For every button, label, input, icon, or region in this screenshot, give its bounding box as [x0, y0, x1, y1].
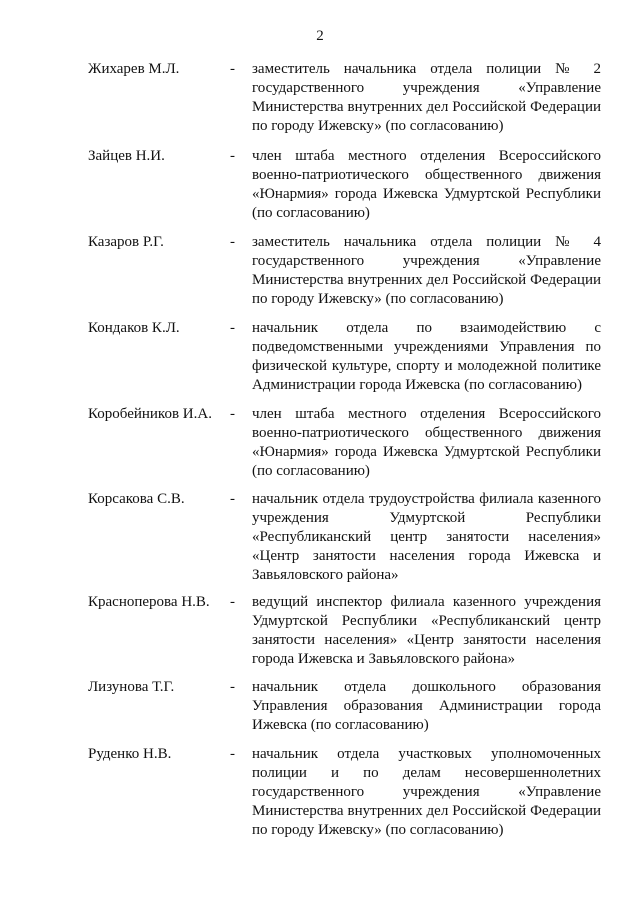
member-description [252, 233, 601, 309]
description-line: полиции и по делам несовершеннолетних [252, 765, 601, 781]
member-dash: - [230, 61, 235, 77]
member-dash: - [230, 491, 235, 507]
member-description [252, 745, 601, 840]
member-description [252, 593, 601, 669]
description-line: по городу Ижевску» (по согласованию) [252, 291, 504, 307]
description-line: ведущий инспектор филиала казенного учреждения [252, 594, 601, 610]
member-description [252, 319, 601, 395]
description-line: начальник отдела по взаимодействию с [252, 320, 601, 336]
member-dash: - [230, 406, 235, 422]
description-line: начальник отдела дошкольного образования [252, 679, 601, 695]
description-line: военно-патриотического общественного движения [252, 167, 601, 183]
member-dash: - [230, 234, 235, 250]
member-name: Лизунова Т.Г. [88, 679, 175, 695]
member-name: Руденко Н.В. [88, 746, 172, 762]
description-line: (по согласованию) [252, 463, 370, 479]
description-line: занятости населения» «Центр занятости населения [252, 632, 601, 648]
member-dash: - [230, 148, 235, 164]
description-line: Ижевска (по согласованию) [252, 717, 429, 733]
description-line: города Ижевска и Завьяловского района» [252, 651, 515, 667]
description-line: начальник отдела участковых уполномоченных [252, 746, 601, 762]
description-line: физической культуре, спорту и молодежной политике [252, 358, 601, 374]
member-dash: - [230, 320, 235, 336]
description-line: государственного учреждения «Управление [252, 784, 601, 800]
member-dash: - [230, 679, 235, 695]
description-line: по городу Ижевску» (по согласованию) [252, 822, 504, 838]
description-line: Управления образования Администрации города [252, 698, 601, 714]
description-line: «Юнармия» города Ижевска Удмуртской Республики [252, 444, 601, 460]
description-line: Администрации города Ижевска (по согласованию) [252, 377, 583, 393]
description-line: заместитель начальника отдела полиции № 4 [252, 234, 601, 250]
description-line: член штаба местного отделения Всероссийского [252, 148, 601, 164]
member-description [252, 147, 601, 223]
member-dash: - [230, 746, 235, 762]
member-name: Кондаков К.Л. [88, 320, 180, 336]
description-line: «Республиканский центр занятости населения» [252, 529, 601, 545]
description-line: начальник отдела трудоустройства филиала казенного [252, 491, 601, 507]
page-number: 2 [316, 28, 324, 44]
member-name: Казаров Р.Г. [88, 234, 164, 250]
member-name: Корсакова С.В. [88, 491, 185, 507]
description-line: Завьяловского района» [252, 567, 399, 583]
description-line: (по согласованию) [252, 205, 370, 221]
description-line: по городу Ижевску» (по согласованию) [252, 118, 504, 134]
description-line: государственного учреждения «Управление [252, 253, 601, 269]
member-name: Зайцев Н.И. [88, 148, 165, 164]
member-description [252, 60, 601, 136]
member-description [252, 405, 601, 481]
member-description [252, 490, 601, 585]
description-line: государственного учреждения «Управление [252, 80, 601, 96]
description-line: Министерства внутренних дел Российской Федерации [252, 803, 601, 819]
description-line: учреждения Удмуртской Республики [252, 510, 601, 526]
description-line: «Юнармия» города Ижевска Удмуртской Республики [252, 186, 601, 202]
member-name: Красноперова Н.В. [88, 594, 210, 610]
description-line: член штаба местного отделения Всероссийского [252, 406, 601, 422]
description-line: заместитель начальника отдела полиции № 2 [252, 61, 601, 77]
description-line: военно-патриотического общественного движения [252, 425, 601, 441]
member-description [252, 678, 601, 735]
description-line: Министерства внутренних дел Российской Федерации [252, 99, 601, 115]
member-name: Коробейников И.А. [88, 406, 212, 422]
description-line: подведомственными учреждениями Управления по [252, 339, 601, 355]
member-name: Жихарев М.Л. [88, 61, 180, 77]
description-line: «Центр занятости населения города Ижевска и [252, 548, 601, 564]
description-line: Министерства внутренних дел Российской Федерации [252, 272, 601, 288]
member-dash: - [230, 594, 235, 610]
description-line: Удмуртской Республики «Республиканский центр [252, 613, 601, 629]
